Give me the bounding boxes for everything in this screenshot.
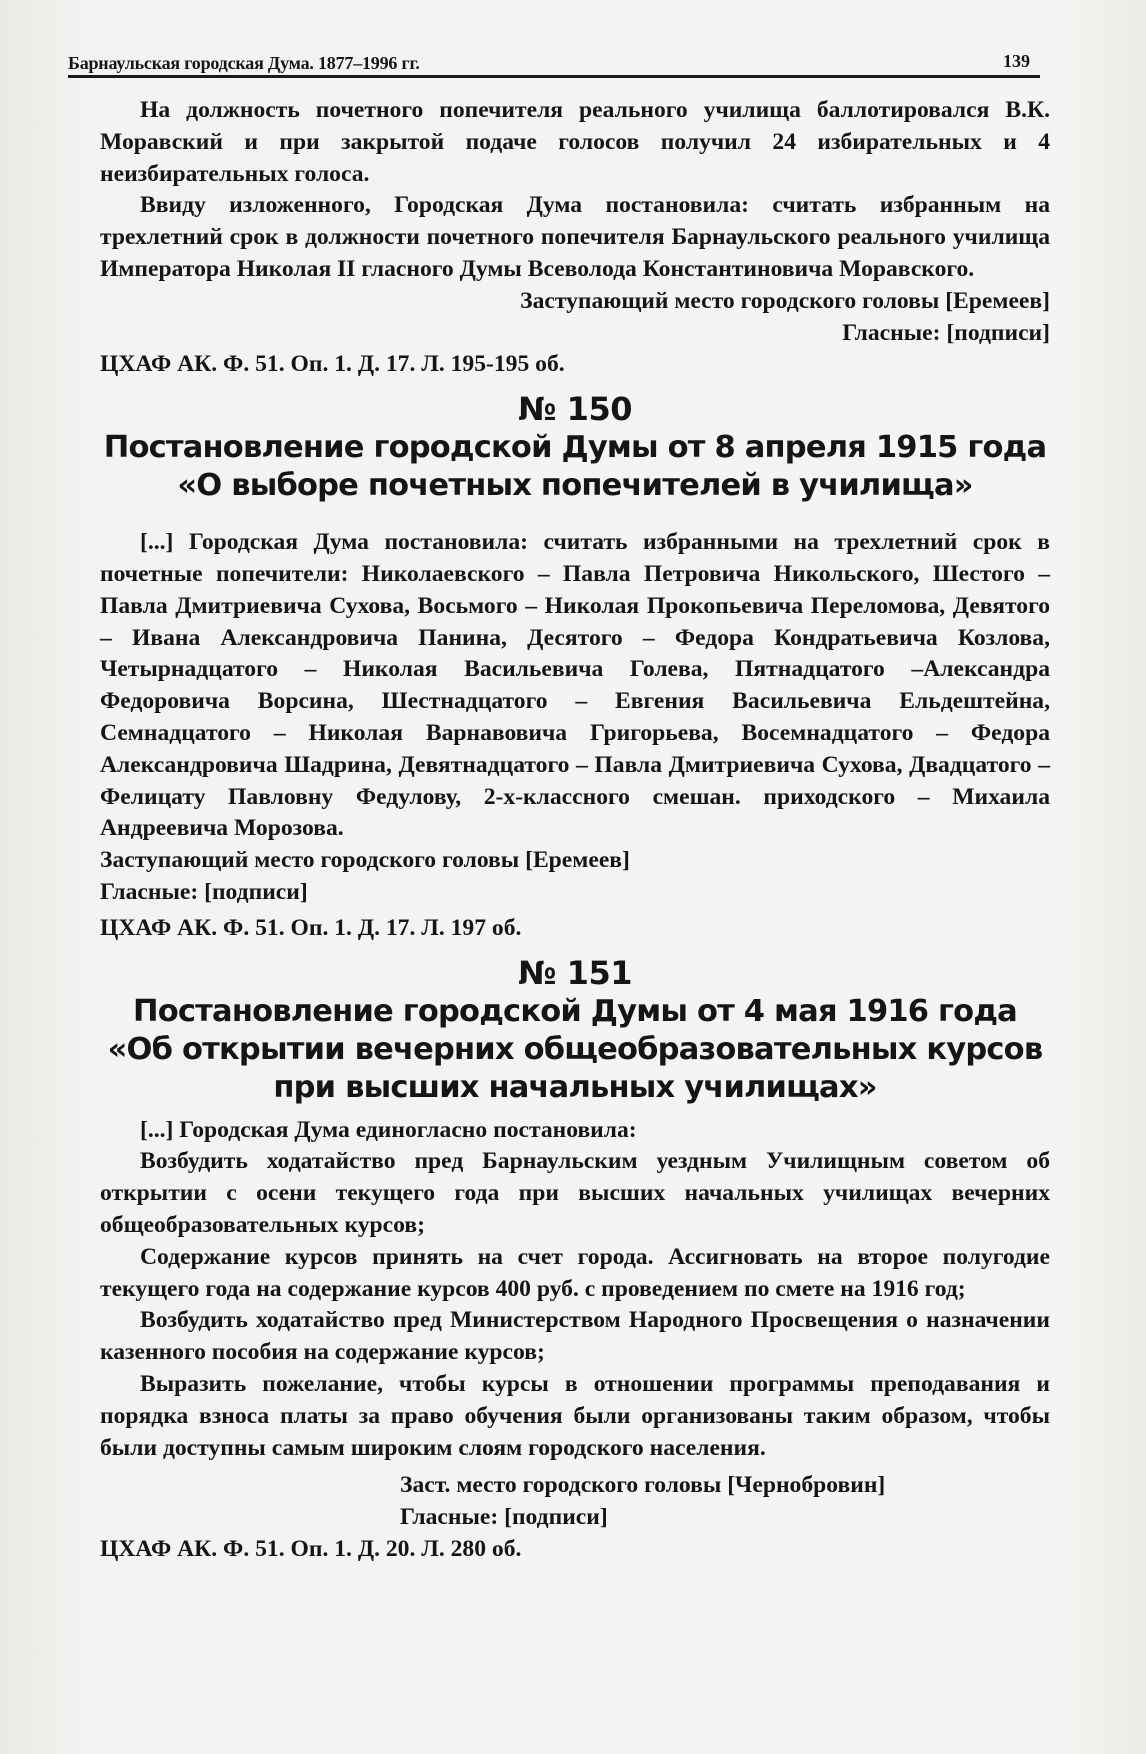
- intro-signatory: Заступающий место городского головы [Еремеев]: [520, 287, 1050, 314]
- header-rule: [68, 75, 1040, 78]
- doc151-title-line-1: Постановление городской Думы от 4 мая 1916 года: [133, 993, 1017, 1029]
- doc151-deputies: Гласные: [подписи]: [400, 1504, 608, 1531]
- doc150-archive-reference: ЦХАФ АК. Ф. 51. Оп. 1. Д. 17. Л. 197 об.: [100, 914, 522, 941]
- page-content: [100, 95, 1050, 1566]
- doc150-signatory: Заступающий место городского головы [Еремеев]: [100, 847, 630, 874]
- page-header: [68, 48, 1040, 78]
- doc150-title-line-2: «О выборе почетных попечителей в училища»: [177, 468, 973, 504]
- doc151-item-1: Возбудить ходатайство пред Барнаульским уездным Училищным советом об открытии с осени текущего года при высших начальных училищах вечерних общеобразовательных курсов;: [100, 1148, 1050, 1238]
- doc151-title: [100, 993, 1050, 1107]
- doc151-item-4: Выразить пожелание, чтобы курсы в отношении программы преподавания и порядка взноса платы за право обучения были организованы таким образом, чтобы были доступны самым широким слоям городского населения.: [100, 1370, 1050, 1461]
- doc151-title-line-2: «Об открытии вечерних общеобразовательных курсов: [107, 1031, 1043, 1067]
- doc150-deputies: Гласные: [подписи]: [100, 878, 308, 905]
- intro-archive-reference: ЦХАФ АК. Ф. 51. Оп. 1. Д. 17. Л. 195-195 об.: [100, 351, 565, 378]
- page-number: 139: [1003, 51, 1030, 71]
- doc151-signatory: Заст. место городского головы [Чернобровин]: [400, 1472, 886, 1499]
- intro-deputies: Гласные: [подписи]: [842, 319, 1050, 346]
- doc151-number: № 151: [518, 953, 632, 992]
- doc151-archive-reference: ЦХАФ АК. Ф. 51. Оп. 1. Д. 20. Л. 280 об.: [100, 1535, 522, 1562]
- running-title: Барнаульская городская Дума. 1877–1996 гг.: [68, 53, 420, 73]
- doc151-item-3: Возбудить ходатайство пред Министерством Народного Просвещения о назначении казенного пособия на содержание курсов;: [100, 1307, 1050, 1366]
- doc150-title-line-1: Постановление городской Думы от 8 апреля 1915 года: [103, 430, 1047, 466]
- doc150-title: [100, 429, 1050, 505]
- doc151-item-2: Содержание курсов принять на счет города. Ассигновать на второе полугодие текущего года на содержание курсов 400 руб. с проведением по смете на 1916 год;: [100, 1243, 1050, 1302]
- doc151-title-line-3: при высших начальных училищах»: [273, 1069, 877, 1105]
- intro-paragraph-2: Ввиду изложенного, Городская Дума постановила: считать избранным на трехлетний срок в должности почетного попечителя Барнаульского реального училища Императора Николая II гласного Думы Всеволода Константиновича Моравского.: [100, 192, 1050, 282]
- doc150-body: [...] Городская Дума постановила: считать избранными на трехлетний срок в почетные попечители: Николаевского – Павла Петровича Никольского, Шестого – Павла Дмитриевича Сухова, Восьмого – Николая Прокопьевича Переломова, Девятого – Ивана Александровича Панина, Десятого – Федора Кондратьевича Козлова, Четырнадцатого – Николая Васильевича Голева, Пятнадцатого –Александра Федоровича Ворсина, Шестнадцатого – Евгения Васильевича Ельдештейна, Семнадцатого – Николая Варнавовича Григорьева, Восемнадцатого – Федора Александровича Шадрина, Девятнадцатого – Павла Дмитриевича Сухова, Двадцатого – Фелицату Павловну Федулову, 2-х-классного смешан. приходского – Михаила Андреевича Морозова.: [100, 529, 1050, 842]
- intro-paragraph-1: На должность почетного попечителя реального училища баллотировался В.К. Моравский и при закрытой подаче голосов получил 24 избирательных и 4 неизбирательных голоса.: [100, 97, 1050, 187]
- doc150-number: № 150: [518, 390, 632, 429]
- doc151-lead: [...] Городская Дума единогласно постановила:: [140, 1116, 637, 1143]
